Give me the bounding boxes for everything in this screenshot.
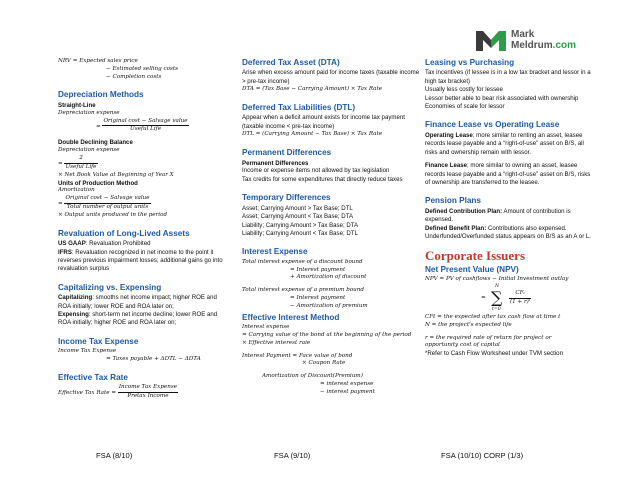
ddb-multiplier: × Net Book Value at Beginning of Year X [58, 171, 174, 178]
uop-numerator: Original cost − Salvage value [64, 195, 150, 204]
logo-m-icon [476, 31, 506, 51]
uop-multiplier: × Output units produced in the period [58, 211, 168, 218]
logo-line2: Meldrum [511, 39, 553, 51]
leasing-vs-purchasing-heading: Leasing vs Purchasing [425, 58, 515, 67]
pension-plans-heading: Pension Plans [425, 196, 481, 206]
cap-vs-exp-heading: Capitalizing vs. Expensing [58, 282, 162, 292]
effective-interest-method-heading: Effective Interest Method [242, 312, 340, 322]
uop-title: Units of Production Method [58, 179, 138, 187]
eim-line-2: = Carrying value of the bond at the beginning of the period [242, 331, 412, 338]
depreciation-heading: Depreciation Methods [58, 90, 144, 100]
ie-discount-2: = Interest payment [290, 266, 346, 273]
lvp-line: Lessor better able to bear risk associated with ownership [425, 94, 579, 102]
temp-line: Asset; Carrying Amount > Tax Base; DTL [242, 204, 353, 212]
ddb-denominator: Useful Life [65, 163, 97, 170]
sigma-symbol: ∑ [491, 287, 503, 307]
dta-heading: Deferred Tax Asset (DTA) [242, 58, 340, 67]
permanent-differences-heading: Permanent Differences [242, 148, 332, 158]
npv-numerator: CFₜ [509, 290, 531, 299]
footer-mid: FSA (9/10) [274, 451, 311, 460]
amort-line-1: Amortization of Discount(Premium) [262, 373, 363, 380]
column-2 [242, 58, 424, 397]
straight-line-title: Straight-Line [58, 101, 96, 109]
dta-text: Arise when excess amount paid for income taxes (taxable income > pre-tax income) [242, 69, 420, 85]
sl-formula: = $\frac{\text{Original cost − Salvage value}}{\text{Useful Life}}$ [96, 117, 188, 133]
corporate-issuers-heading: Corporate Issuers [425, 248, 526, 264]
npv-heading: Net Present Value (NPV) [425, 264, 519, 274]
amort-line-2: = interest expense [320, 381, 374, 388]
r-definition-2: opportunity cost of capital [425, 342, 500, 349]
nrv-formula: NRV = Expected sales price [58, 58, 138, 64]
dtl-text: Appear when a deficit amount exists for income tax payment (taxable income < pre-tax income) [242, 114, 405, 130]
r-definition-1: r = the required rate of return for project or [425, 334, 552, 341]
ite-formula: = Taxes payable + ΔDTL − ΔDTA [106, 356, 201, 363]
footer-left: FSA (8/10) [96, 451, 133, 460]
npv-line-1: NPV = PV of cashflows − Initial Investment outlay [425, 276, 569, 283]
ie-premium-1: Total interest expense of a premium bound [242, 287, 364, 294]
logo-line1: Mark [511, 29, 535, 40]
etr-formula [58, 384, 230, 401]
temp-line: Asset; Carrying Amount < Tax Base; DTA [242, 213, 354, 221]
sum-lower: t=0 [492, 306, 501, 312]
reval-us-gaap: US GAAP: Revaluation Prohibited [58, 240, 151, 248]
revaluation-heading: Revaluation of Long-Lived Assets [58, 228, 190, 238]
n-definition: N = the project's expected life [425, 321, 512, 328]
finance-lease-text: Finance Lease; more similar to owning an asset, leasee records lease payable and a “right-of-use” asset on B/S, risks of ownership are transferred to the leasee. [425, 162, 591, 186]
sl-label: Depreciation expense [58, 109, 120, 116]
etr-denominator: Pretax Income [127, 393, 169, 400]
capitalizing-text: Capitalizing: smooths net income impact; higher ROE and ROA initially; lower ROE and ROA later on; [58, 294, 217, 310]
amort-line-3: − interest payment [320, 388, 375, 395]
sl-numerator: Original cost − Salvage value [102, 118, 188, 127]
dtl-heading: Deferred Tax Liabilities (DTL) [242, 103, 356, 113]
income-tax-expense-heading: Income Tax Expense [58, 336, 139, 346]
ddb-numerator: 2 [64, 155, 97, 164]
nrv-line2: − Estimated selling costs [106, 65, 179, 72]
ie-discount-1: Total interest expense of a discount bound [242, 258, 363, 265]
ddb-title: Double Declining Balance [58, 139, 133, 147]
finance-vs-operating-heading: Finance Lease vs Operating Lease [425, 120, 560, 130]
ddb-label: Depreciation expense [58, 147, 120, 154]
lvp-line: Economies of scale for lessor [425, 103, 505, 111]
ite-label: Income Tax Expense [58, 348, 117, 355]
ddb-formula: = $\frac{2}{\text{Useful Life}}$ [58, 155, 97, 170]
uop-formula: = $\frac{\text{Original cost − Salvage value}}{\text{Total number of output units}}$ [58, 195, 150, 211]
eim-line-3: × Effective interest raie [242, 339, 311, 346]
perm-text-2: Tax credits for some expenditures that directly reduce taxes [242, 175, 403, 183]
reval-ifrs: IFRS: Revaluation recognized in net income to the point it reverses previous impairment losses; additional gains go into revaluation surplus [58, 248, 223, 273]
tvm-reference: *Refer to Cash Flow Worksheet under TVM section [425, 350, 563, 358]
ip-line-2: × Coupon Rate [302, 360, 346, 367]
expensing-text: Expensing: short-term net income decline; lower ROE and ROA initially; higher ROE and ROA later on; [58, 311, 218, 327]
uop-label: Amortization [58, 187, 95, 194]
uop-denominator: Total number of output units [66, 204, 149, 211]
temporary-differences-heading: Temporary Differences [242, 193, 331, 203]
column-1 [58, 58, 230, 401]
ie-discount-3: + Amortization of discount [290, 274, 367, 281]
dc-plan-text: Defined Contribution Plan: Amount of contribution is expensed. [425, 207, 571, 224]
logo-text [511, 30, 576, 51]
mark-meldrum-logo [476, 30, 586, 54]
cf-definition: CFt = the expected after tax cash flow at time t [425, 313, 561, 320]
ie-premium-3: − Amortization of premium [290, 302, 368, 309]
db-plan-text: Defined Benefit Plan: Contributions also expensed. Underfunded/Overfunded status appears on B/S as an A or L. [425, 224, 591, 240]
dtl-formula: DTL = (Carrying Amount − Tax Base) × Tax Rate [242, 131, 383, 138]
etr-numerator: Income Tax Expense [118, 384, 178, 393]
interest-expense-heading: Interest Expense [242, 247, 308, 257]
etr-lhs: Effective Tax Rate = [58, 390, 117, 397]
eim-line-1: Interest expense [242, 324, 290, 331]
npv-denominator: (1 + r)ᵗ [510, 298, 531, 305]
temp-line: Liability; Carrying Amount > Tax Base; DTA [242, 221, 359, 229]
operating-lease-text: Operating Lease; more similar to renting an asset, leasee records lease payable and a “right-of-use” asset on B/S, all risks and ownership remain with lessor. [425, 131, 584, 156]
sl-denominator: Useful Life [130, 126, 162, 133]
column-3 [425, 58, 595, 359]
perm-text-1: Income or expense items not allowed by tax legislation [242, 167, 390, 175]
footer-right: FSA (10/10) CORP (1/3) [441, 451, 524, 460]
lvp-line: Usually less costly for lessee [425, 86, 503, 94]
sum-upper: N [495, 283, 500, 289]
logo-domain: .com [552, 39, 577, 51]
perm-sub: Permanent Differences [242, 159, 309, 167]
ip-line-1: Interest Payment = Face value of bond [242, 352, 353, 359]
dta-formula: DTA = (Tax Base − Carrying Amount) × Tax Rate [242, 86, 383, 93]
ie-premium-2: = Interest payment [290, 295, 346, 302]
npv-sum-formula: = N ∑ t=0 CFₜ (1 + r)ᵗ [481, 283, 531, 312]
temp-line: Liability; Carrying Amount < Tax Base; DTL [242, 229, 358, 237]
nrv-line3: − Completion costs [106, 73, 162, 80]
lvp-line: Tax incentives (if lessee is in a low tax bracket and lessor in a high tax bracket) [425, 69, 591, 85]
effective-tax-rate-heading: Effective Tax Rate [58, 372, 128, 382]
